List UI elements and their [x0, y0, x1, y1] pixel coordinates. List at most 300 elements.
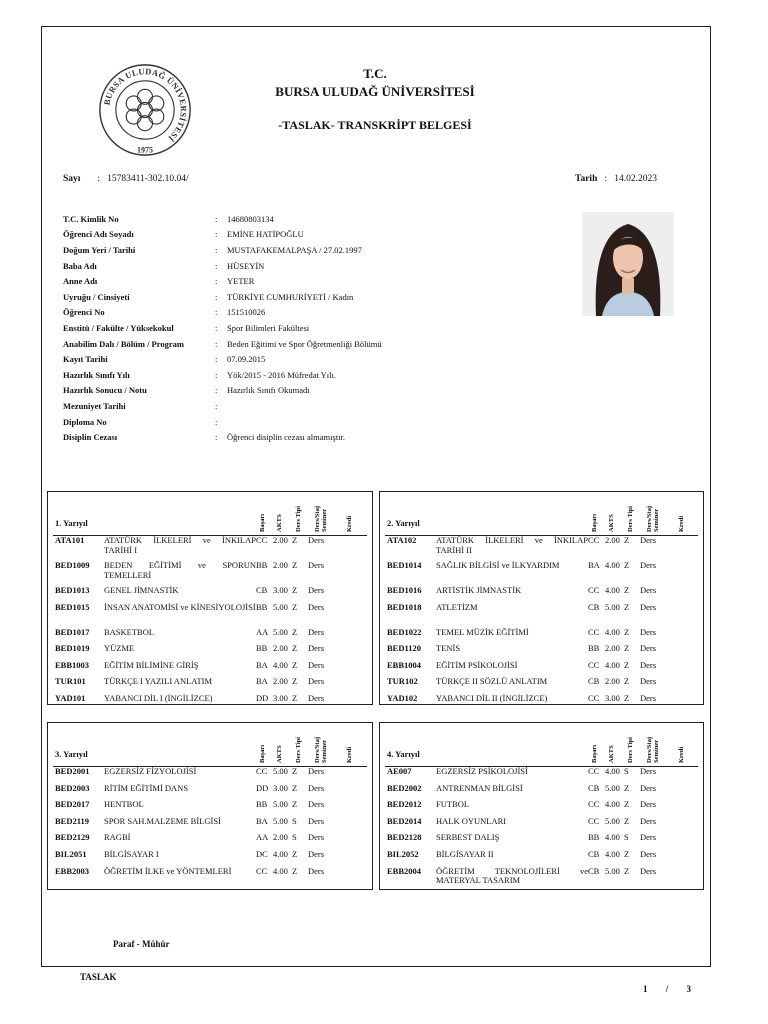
- course-type-code: S: [624, 832, 629, 843]
- course-row: [387, 661, 698, 671]
- semester-box-2: [379, 491, 704, 705]
- course-row: [55, 661, 367, 671]
- semester-name: 3. Yarıyıl: [55, 749, 88, 759]
- column-header-akts: AKTS: [276, 745, 283, 763]
- course-row: [55, 767, 367, 777]
- info-colon: :: [215, 322, 218, 333]
- info-label: T.C. Kimlik No: [63, 213, 119, 224]
- course-row: [55, 867, 367, 877]
- course-type-code: Z: [292, 849, 298, 859]
- course-akts: 4.00: [605, 832, 620, 843]
- info-value: YETER: [227, 276, 255, 287]
- course-code: AE007: [387, 766, 412, 776]
- course-type-code: Z: [292, 782, 298, 793]
- course-grade: CC: [588, 815, 600, 826]
- university-name: BURSA ULUDAĞ ÜNİVERSİTESİ: [275, 84, 475, 99]
- course-name: BİLGİSAYAR I: [104, 849, 159, 859]
- info-label: Disiplin Cezası: [63, 432, 118, 443]
- column-header-ders-staj: Ders/Staj Seminer: [314, 737, 328, 763]
- course-grade: CB: [588, 782, 600, 793]
- course-type-code: S: [292, 815, 297, 826]
- course-row: [55, 817, 367, 827]
- info-row: [63, 211, 382, 227]
- course-type-code: Z: [292, 585, 298, 595]
- course-code: BIL2051: [55, 849, 87, 859]
- course-code: YAD102: [387, 693, 418, 703]
- course-grade: DD: [256, 693, 269, 703]
- info-row: [63, 429, 382, 445]
- info-value: Yök/2015 - 2016 Müfredat Yılı.: [227, 369, 336, 380]
- course-name: RAGBİ: [104, 832, 131, 843]
- course-row: [387, 784, 698, 794]
- semester-name: 4. Yarıyıl: [387, 749, 420, 759]
- course-row: [387, 603, 698, 613]
- course-type-code: S: [292, 832, 297, 843]
- course-category: Ders: [308, 659, 325, 670]
- course-grade: BA: [256, 815, 268, 826]
- course-row: [55, 784, 367, 794]
- info-row: [63, 289, 382, 305]
- course-type-code: Z: [292, 766, 298, 776]
- course-row: [55, 561, 367, 580]
- course-code: BED1016: [387, 585, 422, 595]
- course-grade: BA: [256, 659, 268, 670]
- course-category: Ders: [640, 815, 657, 826]
- info-value: Beden Eğitimi ve Spor Öğretmenliği Bölümü: [227, 338, 382, 349]
- course-row: [55, 644, 367, 654]
- info-row: [63, 242, 382, 258]
- course-row: [55, 586, 367, 596]
- column-header-ders-tipi: Ders Tipi: [627, 506, 634, 532]
- course-row: [387, 536, 698, 555]
- course-grade: BB: [256, 643, 268, 654]
- course-row: [55, 677, 367, 687]
- info-colon: :: [215, 229, 218, 240]
- course-code: BED2014: [387, 815, 422, 826]
- course-category: Ders: [308, 782, 325, 793]
- course-category: Ders: [308, 832, 325, 843]
- course-name: SAĞLIK BİLGİSİ ve İLKYARDIM: [436, 560, 560, 570]
- course-category: Ders: [308, 693, 325, 703]
- course-row: [387, 677, 698, 687]
- course-row: [387, 767, 698, 777]
- course-name: ARTİSTİK JİMNASTİK: [436, 585, 522, 595]
- course-akts: 2.00: [605, 676, 620, 687]
- course-type-code: Z: [624, 585, 630, 595]
- info-label: Anne Adı: [63, 276, 98, 287]
- course-category: Ders: [640, 643, 657, 654]
- tarih-value: 14.02.2023: [614, 174, 657, 184]
- course-grade: BB: [256, 799, 268, 810]
- course-code: BED2001: [55, 766, 90, 776]
- course-akts: 5.00: [605, 865, 620, 876]
- course-name: İNSAN ANATOMİSİ ve KİNESİYOLOJİSİ: [104, 601, 256, 612]
- course-grade: CC: [256, 865, 268, 876]
- info-colon: :: [215, 244, 218, 255]
- course-type-code: Z: [624, 849, 630, 859]
- info-value: MUSTAFAKEMALPAŞA / 27.02.1997: [227, 244, 362, 255]
- course-category: Ders: [640, 832, 657, 843]
- course-type-code: Z: [624, 799, 630, 810]
- info-label: Uyruğu / Cinsiyeti: [63, 291, 130, 302]
- info-label: Baba Adı: [63, 260, 97, 271]
- info-colon: :: [215, 354, 218, 365]
- course-code: YAD101: [55, 693, 86, 703]
- course-category: Ders: [640, 676, 657, 687]
- info-colon: :: [215, 307, 218, 318]
- sayi-label: Sayı: [63, 174, 81, 184]
- course-category: Ders: [308, 676, 325, 687]
- course-type-code: Z: [292, 799, 298, 810]
- course-category: Ders: [308, 849, 325, 859]
- course-grade: CC: [588, 626, 600, 637]
- course-type-code: Z: [624, 535, 630, 545]
- info-row: [63, 383, 382, 399]
- course-name: EĞİTİM BİLİMİNE GİRİŞ: [104, 659, 199, 670]
- info-label: Öğrenci Adı Soyadı: [63, 229, 134, 240]
- info-row: [63, 258, 382, 274]
- course-akts: 2.00: [605, 643, 620, 654]
- seal-year: 1975: [137, 145, 153, 155]
- tarih-label: Tarih: [575, 174, 598, 184]
- course-grade: DD: [256, 782, 269, 793]
- course-code: BED2017: [55, 799, 90, 810]
- column-header-ders-staj: Ders/Staj Seminer: [646, 737, 660, 763]
- course-category: Ders: [640, 766, 657, 776]
- course-grade: BB: [588, 832, 600, 843]
- course-category: Ders: [308, 585, 325, 595]
- column-header-kredi: Kredi: [678, 746, 685, 763]
- course-code: BED1017: [55, 626, 90, 637]
- tarih-line: [575, 174, 657, 184]
- course-category: Ders: [308, 535, 325, 545]
- course-code: BED2119: [55, 815, 90, 826]
- course-name: HENTBOL: [104, 799, 144, 810]
- info-row: [63, 351, 382, 367]
- course-category: Ders: [308, 643, 325, 654]
- course-name: YÜZME: [104, 643, 135, 654]
- course-type-code: Z: [292, 560, 298, 570]
- semester-name: 1. Yarıyıl: [55, 518, 88, 528]
- course-akts: 4.00: [605, 659, 620, 670]
- course-code: BED2128: [387, 832, 422, 843]
- course-grade: CB: [588, 865, 600, 876]
- course-grade: CC: [588, 693, 600, 703]
- column-header-basari: Başarı: [259, 744, 266, 763]
- course-akts: 5.00: [273, 626, 288, 637]
- course-name: HALK OYUNLARI: [436, 815, 507, 826]
- info-label: Anabilim Dalı / Bölüm / Program: [63, 338, 184, 349]
- course-akts: 4.00: [605, 849, 620, 859]
- course-akts: 3.00: [605, 693, 620, 703]
- course-code: TUR101: [55, 676, 86, 687]
- course-akts: 3.00: [273, 782, 288, 793]
- course-grade: DC: [256, 849, 268, 859]
- course-grade: BB: [588, 643, 600, 654]
- course-grade: CB: [256, 585, 268, 595]
- course-row: [387, 867, 698, 886]
- course-akts: 5.00: [273, 601, 288, 612]
- course-code: BED1009: [55, 560, 90, 570]
- course-grade: CB: [588, 849, 600, 859]
- course-name: GENEL JİMNASTİK: [104, 585, 179, 595]
- column-header-ders-staj: Ders/Staj Seminer: [646, 506, 660, 532]
- course-code: BED1120: [387, 643, 422, 654]
- course-code: EBB2003: [55, 865, 90, 876]
- course-category: Ders: [640, 865, 657, 876]
- course-akts: 5.00: [605, 782, 620, 793]
- info-value: Öğrenci disiplin cezası almamıştır.: [227, 432, 346, 443]
- course-grade: CB: [588, 601, 600, 612]
- course-type-code: Z: [624, 659, 630, 670]
- course-type-code: Z: [292, 535, 298, 545]
- sayi-value: 15783411-302.10.04/: [107, 174, 189, 184]
- info-value: HÜSEYİN: [227, 260, 265, 271]
- info-value: 14680803134: [227, 213, 274, 224]
- course-grade: BA: [256, 676, 268, 687]
- semester-header: [48, 492, 372, 536]
- info-value: Hazırlık Sınıfı Okumadı: [227, 385, 310, 396]
- course-grade: BB: [256, 601, 268, 612]
- course-row: [55, 603, 367, 613]
- course-akts: 2.00: [273, 535, 288, 545]
- course-row: [55, 850, 367, 860]
- course-category: Ders: [640, 626, 657, 637]
- course-category: Ders: [640, 799, 657, 810]
- info-value: Spor Bilimleri Fakültesi: [227, 322, 310, 333]
- semester-box-3: [47, 722, 373, 890]
- course-akts: 2.00: [273, 832, 288, 843]
- semester-box-1: [47, 491, 373, 705]
- course-akts: 5.00: [605, 601, 620, 612]
- info-row: [63, 398, 382, 414]
- info-label: Hazırlık Sonucu / Notu: [63, 385, 147, 396]
- course-grade: CC: [256, 766, 268, 776]
- info-label: Mezuniyet Tarihi: [63, 400, 126, 411]
- course-type-code: Z: [624, 815, 630, 826]
- course-akts: 4.00: [605, 560, 620, 570]
- course-category: Ders: [308, 560, 325, 570]
- university-seal: [98, 63, 192, 157]
- course-name: ANTRENMAN BİLGİSİ: [436, 782, 523, 793]
- course-type-code: Z: [624, 626, 630, 637]
- course-row: [55, 800, 367, 810]
- course-type-code: Z: [292, 676, 298, 687]
- semester-header: [380, 723, 703, 767]
- course-akts: 4.00: [605, 766, 620, 776]
- course-code: EBB1003: [55, 659, 90, 670]
- course-category: Ders: [640, 585, 657, 595]
- info-label: Enstitü / Fakülte / Yüksekokul: [63, 322, 174, 333]
- info-colon: :: [215, 432, 218, 443]
- sayi-line: [63, 174, 189, 184]
- info-value: TÜRKİYE CUMHURİYETİ / Kadın: [227, 291, 354, 302]
- course-type-code: Z: [292, 601, 298, 612]
- course-category: Ders: [640, 659, 657, 670]
- course-name: BİLGİSAYAR II: [436, 849, 494, 859]
- student-info: [63, 211, 382, 445]
- course-type-code: Z: [292, 643, 298, 654]
- course-row: [55, 628, 367, 638]
- course-category: Ders: [640, 535, 657, 545]
- course-row: [55, 833, 367, 843]
- course-type-code: Z: [624, 560, 630, 570]
- course-code: BED1018: [387, 601, 422, 612]
- course-grade: AA: [256, 626, 269, 637]
- course-type-code: Z: [624, 601, 630, 612]
- info-colon: :: [215, 369, 218, 380]
- info-colon: :: [215, 385, 218, 396]
- course-name: FUTBOL: [436, 799, 470, 810]
- course-type-code: Z: [624, 865, 630, 876]
- info-row: [63, 336, 382, 352]
- info-label: Diploma No: [63, 416, 107, 427]
- course-code: EBB1004: [387, 659, 422, 670]
- info-row: [63, 305, 382, 321]
- column-header-akts: AKTS: [608, 514, 615, 532]
- course-name: TÜRKÇE II SÖZLÜ ANLATIM: [436, 676, 548, 687]
- signature-stamp-label: Paraf - Mühür: [113, 939, 170, 949]
- course-akts: 4.00: [605, 585, 620, 595]
- course-category: Ders: [640, 782, 657, 793]
- column-header-ders-tipi: Ders Tipi: [295, 737, 302, 763]
- course-category: Ders: [308, 865, 325, 876]
- course-akts: 4.00: [273, 849, 288, 859]
- course-akts: 5.00: [273, 799, 288, 810]
- draft-label: TASLAK: [80, 972, 117, 982]
- course-akts: 5.00: [273, 766, 288, 776]
- course-type-code: Z: [292, 659, 298, 670]
- course-code: BED1013: [55, 585, 90, 595]
- course-name: TEMEL MÜZİK EĞİTİMİ: [436, 626, 529, 637]
- course-code: BIL2052: [387, 849, 419, 859]
- course-category: Ders: [308, 626, 325, 637]
- course-name: YABANCI DİL I (İNGİLİZCE): [104, 693, 213, 703]
- course-grade: BA: [588, 560, 600, 570]
- course-code: BED2129: [55, 832, 90, 843]
- column-header-ders-tipi: Ders Tipi: [627, 737, 634, 763]
- course-type-code: Z: [292, 865, 298, 876]
- course-grade: CB: [588, 676, 600, 687]
- semester-header: [48, 723, 372, 767]
- course-akts: 4.00: [273, 865, 288, 876]
- column-header-ders-tipi: Ders Tipi: [295, 506, 302, 532]
- course-type-code: Z: [624, 643, 630, 654]
- course-category: Ders: [640, 560, 657, 570]
- course-code: TUR102: [387, 676, 418, 687]
- course-code: BED1022: [387, 626, 422, 637]
- course-code: BED1019: [55, 643, 90, 654]
- course-category: Ders: [640, 693, 657, 703]
- info-colon: :: [215, 416, 218, 427]
- seal-ring-text: BURSA ULUDAĞ ÜNİVERSİTESİ: [101, 66, 189, 144]
- course-name: ÖĞRETİM TEKNOLOJİLERİ ve MATERYAL TASARIM: [436, 865, 588, 886]
- course-row: [55, 694, 367, 704]
- info-colon: :: [215, 291, 218, 302]
- document-title: -TASLAK- TRANSKRİPT BELGESİ: [278, 118, 472, 132]
- course-category: Ders: [308, 766, 325, 776]
- course-grade: CC: [588, 799, 600, 810]
- column-header-akts: AKTS: [276, 514, 283, 532]
- course-name: BEDEN EĞİTİMİ ve SPORUN TEMELLERİ: [104, 560, 256, 580]
- course-row: [387, 817, 698, 827]
- course-code: BED2002: [387, 782, 422, 793]
- course-code: BED1015: [55, 601, 90, 612]
- student-photo: [582, 212, 674, 316]
- column-header-kredi: Kredi: [678, 515, 685, 532]
- course-akts: 2.00: [273, 560, 288, 570]
- course-type-code: S: [624, 766, 629, 776]
- course-grade: AA: [256, 832, 269, 843]
- info-colon: :: [215, 338, 218, 349]
- course-akts: 4.00: [605, 626, 620, 637]
- info-row: [63, 320, 382, 336]
- header-tc: T.C.: [363, 66, 387, 81]
- info-row: [63, 414, 382, 430]
- course-row: [55, 536, 367, 555]
- course-name: ÖĞRETİM İLKE ve YÖNTEMLERİ: [104, 865, 232, 876]
- course-row: [387, 850, 698, 860]
- tarih-colon: :: [604, 174, 608, 184]
- info-colon: :: [215, 400, 218, 411]
- course-akts: 5.00: [605, 815, 620, 826]
- info-row: [63, 227, 382, 243]
- course-name: RİTİM EĞİTİMİ DANS: [104, 782, 189, 793]
- semester-header: [380, 492, 703, 536]
- info-colon: :: [215, 276, 218, 287]
- course-row: [387, 833, 698, 843]
- course-name: EGZERSİZ FİZYOLOJİSİ: [104, 766, 197, 776]
- course-code: BED2003: [55, 782, 90, 793]
- course-category: Ders: [308, 815, 325, 826]
- info-label: Öğrenci No: [63, 307, 105, 318]
- course-name: YABANCI DİL II (İNGİLİZCE): [436, 693, 548, 703]
- course-row: [387, 561, 698, 571]
- course-name: TENİS: [436, 643, 461, 654]
- course-akts: 5.00: [273, 815, 288, 826]
- course-akts: 2.00: [605, 535, 620, 545]
- course-type-code: Z: [624, 782, 630, 793]
- info-colon: :: [215, 260, 218, 271]
- course-name: TÜRKÇE I YAZILI ANLATIM: [104, 676, 213, 687]
- course-grade: CC: [588, 535, 600, 545]
- column-header-akts: AKTS: [608, 745, 615, 763]
- course-row: [387, 694, 698, 704]
- course-akts: 3.00: [273, 693, 288, 703]
- course-row: [387, 628, 698, 638]
- column-header-basari: Başarı: [591, 513, 598, 532]
- course-code: EBB2004: [387, 865, 422, 876]
- course-category: Ders: [640, 601, 657, 612]
- sayi-colon: :: [97, 174, 101, 184]
- info-row: [63, 273, 382, 289]
- course-code: BED1014: [387, 560, 422, 570]
- course-grade: CC: [588, 659, 600, 670]
- course-code: ATA102: [387, 535, 417, 545]
- column-header-basari: Başarı: [591, 744, 598, 763]
- info-value: EMİNE HATİPOĞLU: [227, 229, 304, 240]
- course-grade: CC: [588, 585, 600, 595]
- info-value: 07.09.2015: [227, 354, 266, 365]
- course-name: BASKETBOL: [104, 626, 155, 637]
- course-type-code: Z: [292, 693, 298, 703]
- course-name: ATATÜRK İLKELERİ ve İNKILAP TARİHİ II: [436, 535, 588, 555]
- course-row: [387, 644, 698, 654]
- course-name: ATLETİZM: [436, 601, 478, 612]
- info-colon: :: [215, 213, 218, 224]
- course-code: BED2012: [387, 799, 422, 810]
- course-akts: 4.00: [605, 799, 620, 810]
